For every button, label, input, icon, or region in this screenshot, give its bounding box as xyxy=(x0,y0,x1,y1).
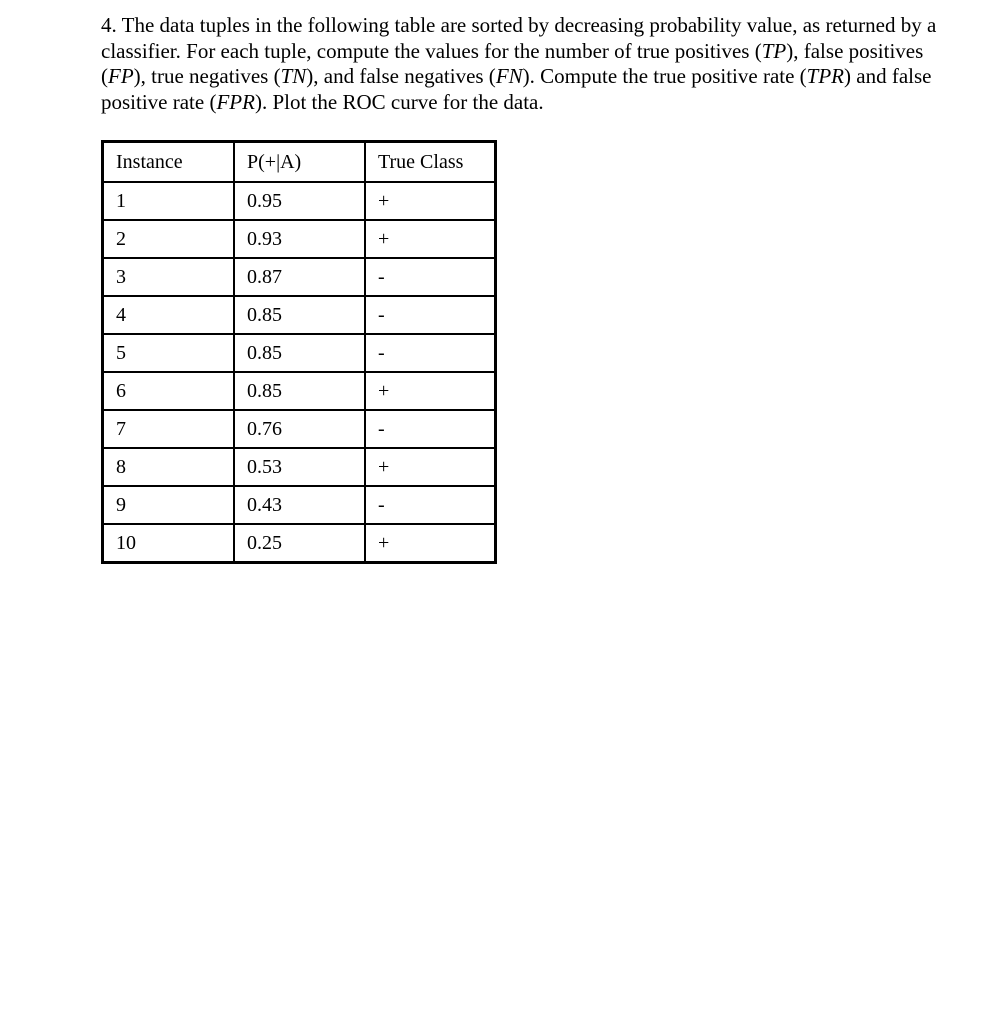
term-tn: TN xyxy=(280,64,307,88)
cell-probability: 0.76 xyxy=(234,410,365,448)
table-row xyxy=(103,486,496,524)
table-row xyxy=(103,220,496,258)
term-tp: TP xyxy=(761,38,787,63)
cell-true-class: - xyxy=(365,258,496,296)
cell-probability: 0.93 xyxy=(234,220,365,258)
cell-instance: 9 xyxy=(103,486,235,524)
table-row xyxy=(103,334,496,372)
cell-instance: 5 xyxy=(103,334,235,372)
cell-probability: 0.25 xyxy=(234,524,365,563)
table-row xyxy=(103,182,496,220)
table-row xyxy=(103,410,496,448)
probability-table xyxy=(101,140,497,564)
term-tpr: TPR xyxy=(806,64,845,88)
cell-true-class: + xyxy=(365,182,496,220)
term-fp: FP xyxy=(108,64,134,88)
table-row xyxy=(103,448,496,486)
cell-probability: 0.87 xyxy=(234,258,365,296)
term-fpr: FPR xyxy=(216,89,255,114)
cell-true-class: - xyxy=(365,486,496,524)
table-header-row xyxy=(103,142,496,183)
cell-instance: 3 xyxy=(103,258,235,296)
cell-true-class: + xyxy=(365,372,496,410)
table-row xyxy=(103,258,496,296)
table-row xyxy=(103,372,496,410)
cell-instance: 7 xyxy=(103,410,235,448)
cell-probability: 0.95 xyxy=(234,182,365,220)
table-row xyxy=(103,296,496,334)
cell-instance: 6 xyxy=(103,372,235,410)
cell-probability: 0.85 xyxy=(234,334,365,372)
cell-instance: 8 xyxy=(103,448,235,486)
question-number: 4. xyxy=(101,13,117,37)
header-probability: P(+|A) xyxy=(234,142,365,183)
cell-true-class: + xyxy=(365,524,496,563)
cell-true-class: + xyxy=(365,220,496,258)
question-text: 4. The data tuples in the following table are sorted by decreasing probability value, as returned by a classifier. For each tuple, compute the values for the number of true positives (TP), false positives (FP), true negatives (TN), and false negatives (FN). Compute the true positive rate (TPR) and false positive rate (FPR). Plot the ROC curve for the data. xyxy=(101,13,937,114)
table-row xyxy=(103,524,496,563)
cell-probability: 0.43 xyxy=(234,486,365,524)
cell-instance: 10 xyxy=(103,524,235,563)
cell-true-class: - xyxy=(365,334,496,372)
cell-instance: 2 xyxy=(103,220,235,258)
cell-probability: 0.53 xyxy=(234,448,365,486)
cell-probability: 0.85 xyxy=(234,296,365,334)
term-fn: FN xyxy=(495,64,523,88)
cell-true-class: - xyxy=(365,410,496,448)
header-instance: Instance xyxy=(103,142,235,183)
cell-probability: 0.85 xyxy=(234,372,365,410)
header-true-class: True Class xyxy=(365,142,496,183)
cell-true-class: - xyxy=(365,296,496,334)
cell-true-class: + xyxy=(365,448,496,486)
cell-instance: 4 xyxy=(103,296,235,334)
cell-instance: 1 xyxy=(103,182,235,220)
